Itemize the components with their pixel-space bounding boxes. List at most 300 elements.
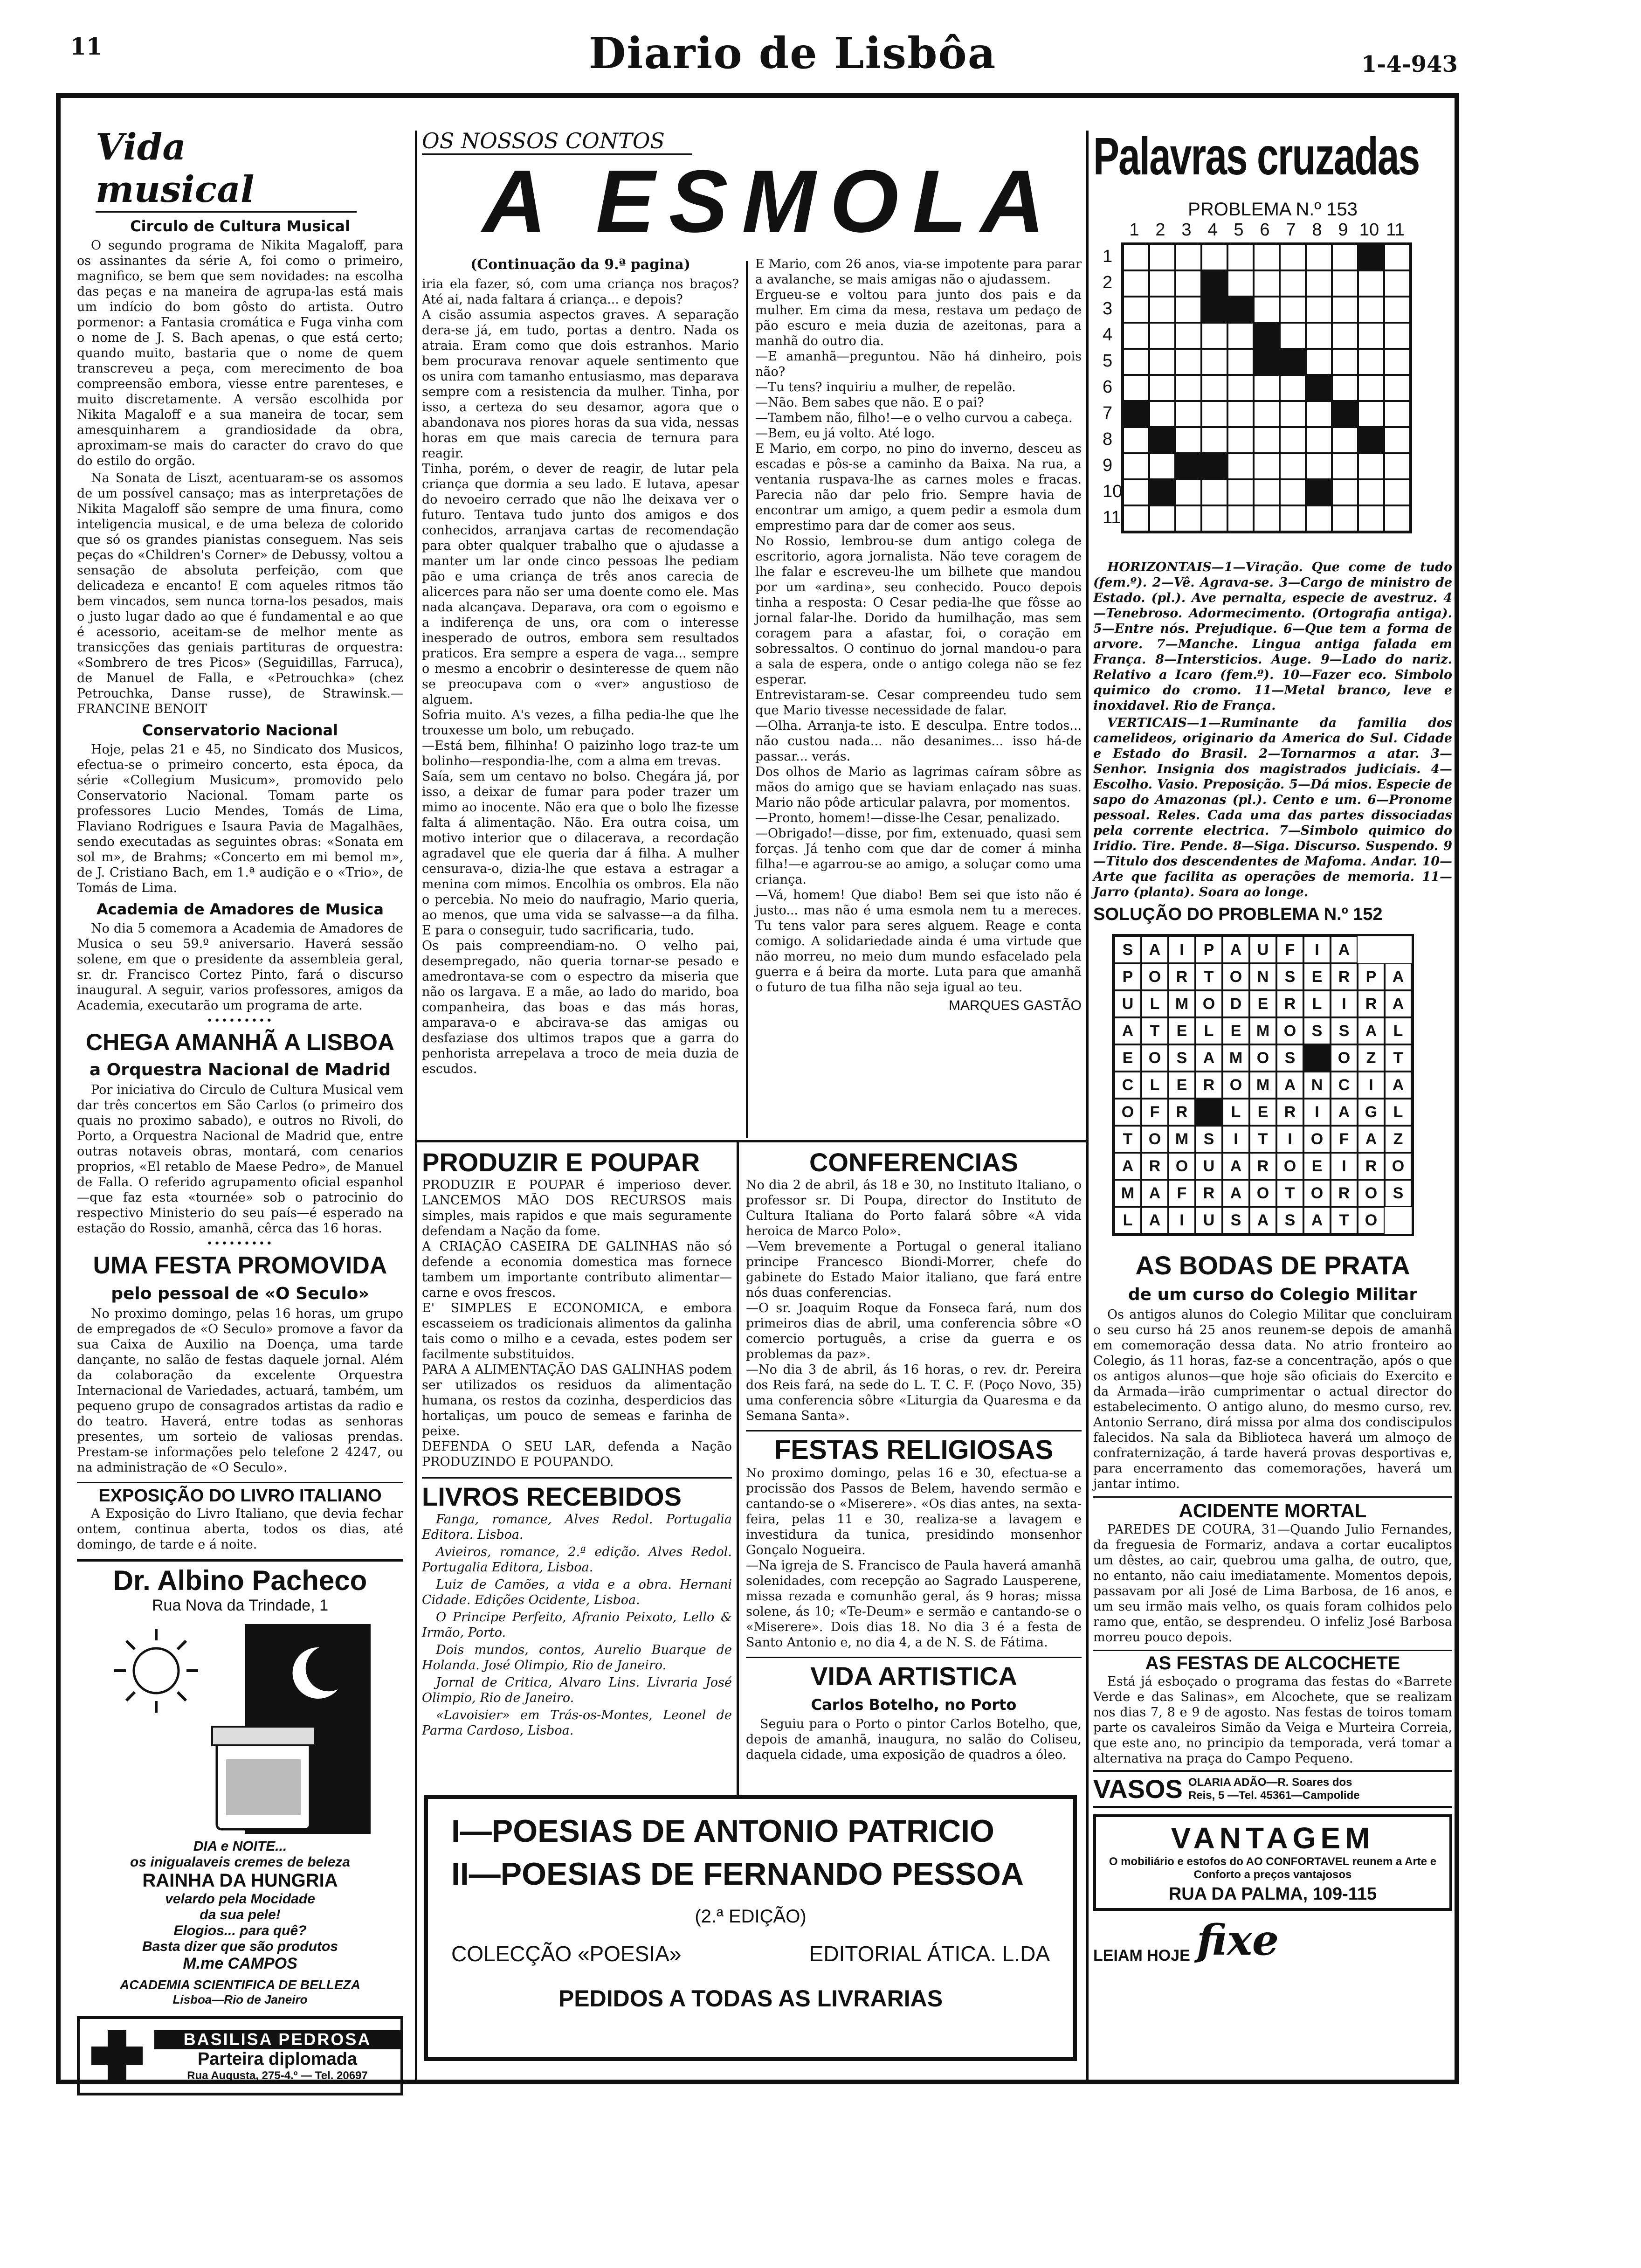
solution-cell: O — [1276, 1153, 1303, 1180]
column-rule — [415, 131, 417, 2080]
crossword-row-number: 9 — [1103, 456, 1113, 475]
crossword-cell — [1201, 244, 1227, 270]
solution-cell: T — [1276, 1180, 1303, 1207]
article-text: Os antigos alunos do Colegio Militar que concluiram o seu curso há 25 anos reunem-se depois de amanhã em comemoração dessa data. No atrio fronteiro ao Colegio, ás 11 horas, faz-se a concentração, após o que os antigos alunos—que hoje são oficiais do Exercito e da Armada—irão cumprimentar o actual director do estabelecimento. O antigo aluno, do mesmo curso, rev. Antonio Serrano, dirá missa por alma dos condiscipulos falecidos. Na sala da Biblioteca haverá um almoço de confraternização, á tarde haverá provas desportivas e, para encerramento das comemorações, haverá um jantar intimo. — [1093, 1307, 1452, 1491]
solution-cell: A — [1222, 1153, 1249, 1180]
solution-cell: R — [1276, 1099, 1303, 1126]
solution-cell: L — [1303, 990, 1331, 1017]
crossword-cell — [1201, 349, 1227, 375]
crossword-cell — [1201, 427, 1227, 453]
crossword-cell — [1254, 323, 1280, 349]
crossword-cell — [1306, 323, 1332, 349]
author-byline: MARQUES GASTÃO — [948, 998, 1082, 1013]
crossword-cell — [1227, 270, 1254, 297]
article-text: No proximo domingo, pelas 16 horas, um grupo de empregados de «O Seculo» promove a favor da sua Caixa de Auxilio na Doença, uma tarde dançante, no salão de festas daquele jornal. Além da colaboração da excelente Orquestra Internacional de Variedades, actuará, também, um pequeno grupo de consagrados artistas da radio e do teatro. Haverá, entre todas as senhoras presentes, um sorteio de valiosas prendas. Prestam-se informações pelo telefone 2 4247, ou na administração de «O Seculo». — [77, 1307, 403, 1475]
solution-cell: I — [1358, 1072, 1385, 1099]
crossword-cell — [1358, 427, 1384, 453]
solution-cell: S — [1276, 1207, 1303, 1234]
ad-name: BASILISA PEDROSA — [154, 2030, 400, 2049]
crossword-cell — [1149, 297, 1175, 323]
ad-text: COLECÇÃO «POESIA» — [451, 1942, 682, 1966]
crossword-cell — [1280, 297, 1306, 323]
vantagem-ad — [1093, 1814, 1452, 1911]
solution-cell: L — [1114, 1207, 1141, 1234]
solution-cell: D — [1222, 990, 1249, 1017]
crossword-cell — [1280, 375, 1306, 401]
poesias-ad — [424, 1795, 1077, 2061]
section-heading: Circulo de Cultura Musical — [130, 217, 350, 235]
ad-brand: VASOS — [1093, 1774, 1183, 1804]
crossword-cell — [1227, 479, 1254, 505]
solution-cell: S — [1331, 1017, 1358, 1044]
solution-cell: Z — [1358, 1044, 1385, 1072]
column-rule — [746, 261, 748, 1138]
crossword-cell — [1123, 401, 1149, 427]
divider: ••••••••• — [207, 1015, 274, 1027]
crossword-cell — [1280, 244, 1306, 270]
solution-cell: A — [1303, 1207, 1331, 1234]
crossword-cell — [1358, 401, 1384, 427]
crossword-cell — [1227, 375, 1254, 401]
subheadline: Carlos Botelho, no Porto — [811, 1696, 1017, 1714]
crossword-cell — [1332, 401, 1358, 427]
crossword-cell — [1306, 427, 1332, 453]
headline: VIDA ARTISTICA — [746, 1657, 1082, 1691]
solution-cell: A — [1141, 1207, 1168, 1234]
solution-cell: M — [1249, 1072, 1276, 1099]
crossword-column-numbers — [1121, 220, 1408, 240]
solution-cell: M — [1168, 1126, 1195, 1153]
article-text: Na Sonata de Liszt, acentuaram-se os assomos de um possível cansaço; mas as interpretações de Nikita Magaloff são sempre de uma finura, como inteligencia musical, e de uma beleza de colorido que só os grandes pianistas conseguem. Nas seis peças do «Children's Corner» de Debussy, voltou a sensação de absoluta perfeição, com que delicadeza e encanto! E com aqueles ritmos tão bem vincados, sem nunca torna-los pesados, mais o justo lugar dado ao que é fundamental e ao que é acessorio, aceitam-se de melhor mente as transicções das geniais partituras de orquestra: «Sombrero de tres Picos» (Seguidillas, Farruca), de Manuel de Falla, e «Petrouchka» (chez Petrouchka, Danse russe), de Strawinsk.—FRANCINE BENOIT — [77, 471, 403, 716]
crossword-cell — [1123, 297, 1149, 323]
solution-cell: L — [1222, 1099, 1249, 1126]
section-heading: Conservatorio Nacional — [142, 721, 338, 739]
crossword-cell — [1201, 505, 1227, 532]
solution-cell: I — [1303, 936, 1331, 963]
solution-cell: O — [1358, 1180, 1385, 1207]
solution-cell: T — [1114, 1126, 1141, 1153]
ad-text: (2.ª EDIÇÃO) — [695, 1906, 807, 1927]
solution-cell: R — [1249, 1153, 1276, 1180]
article-text: Seguiu para o Porto o pintor Carlos Botelho, que, depois de amanhã, inaugura, no salão do Coliseu, daquela cidade, uma exposição de quadros a óleo. — [746, 1717, 1082, 1762]
crossword-row-number: 2 — [1103, 273, 1113, 292]
solution-cell: S — [1222, 1207, 1249, 1234]
solution-cell: O — [1249, 1044, 1276, 1072]
solution-cell: T — [1385, 1044, 1412, 1072]
solution-cell: R — [1168, 963, 1195, 990]
solution-cell: E — [1303, 963, 1331, 990]
solution-cell: A — [1141, 1180, 1168, 1207]
solution-cell: M — [1114, 1180, 1141, 1207]
solution-cell: R — [1195, 1072, 1222, 1099]
crossword-cell — [1227, 297, 1254, 323]
solution-cell: S — [1195, 1126, 1222, 1153]
crossword-cell — [1280, 479, 1306, 505]
solution-cell: O — [1331, 1044, 1358, 1072]
solution-cell: I — [1168, 936, 1195, 963]
section-rule — [417, 1140, 1086, 1142]
crossword-cell — [1384, 453, 1410, 479]
crossword-row-number: 7 — [1103, 403, 1113, 423]
article-text: E Mario, com 26 anos, via-se impotente para parar a avalanche, se mais amigas não o ajudassem. Ergueu-se e voltou para junto dos pais e da mulher. Em cima da mesa, restava um pedaço de pão escuro e meia duzia de azeitonas, para a manhã do outro dia. —E amanhã—preguntou. Não há dinheiro, pois não? —Tu tens? inquiriu a mulher, de repelão. —Não. Bem sabes que não. E o pai? —Tambem não, filho!—e o velho curvou a cabeça. —Bem, eu já volto. Até logo. E Mario, em corpo, no pino do inverno, desceu as escadas e pôs-se a caminho da Baixa. Na rua, a ventania ruspava-lhe as carnes moles e fracas. Parecia não dar pelo frio. Sempre havia de encontrar um amigo, a quem pedir a esmola dum emprestimo para dar de comer aos seus. No Rossio, lembrou-se dum antigo colega de escritorio, agora jornalista. Não teve coragem de lhe falar e escreveu-lhe um bilhete que mandou por um «ardina», seu conhecido. Pouco depois tinha a resposta: O Cesar pedia-lhe que fôsse ao jornal falar-lhe. Dorido da humilhação, mas sem coragem para a afastar, foi, o coração em sobressaltos. O continuo do jornal mandou-o para a sala de espera, onde o antigo colega não se fez esperar. Entrevistaram-se. Cesar compreendeu tudo sem que Mario tivesse necessidade de falar. —Olha. Arranja-te isto. E desculpa. Entre todos... não custou nada... não desanimes... isso há-de passar... verás. Dos olhos de Mario as lagrimas caíram sôbre as mãos do amigo que se haviam enlaçado nas suas. Mario não pôde articular palavra, por momentos. —Pronto, homem!—disse-lhe Cesar, penalizado. —Obrigado!—disse, por fim, extenuado, quasi sem forças. Já tenho com que dar de comer á minha filha!—e agarrou-se ao amigo, a soluçar como uma criança. —Vá, homem! Que diabo! Bem sei que isto não é justo... mas não é uma esmola nem tu a mereces. Tu tens valor para seres alguem. Reage e conta comigo. A solidariedade ainda é uma virtude que não morreu, no meio dum mundo esfacelado pela guerra e á beira da morte. Luta para que amanhã o futuro de tua filha não seja igual ao teu. — [755, 257, 1082, 995]
solution-cell: O — [1303, 1126, 1331, 1153]
right-column — [1093, 126, 1452, 2075]
article-text: No dia 5 comemora a Academia de Amadores de Musica o seu 59.º aniversario. Haverá sessão solene, em que o presidente da assembleia geral, sr. dr. Francisco Cortez Pinto, fará o discurso inaugural. A seguir, varios professores, amigos da Academia, executarão um programa de arte. — [77, 921, 403, 1013]
solution-cell: S — [1385, 1180, 1412, 1207]
ad-illustration — [77, 1619, 403, 1839]
crossword-cell — [1384, 427, 1410, 453]
crossword-cell — [1123, 427, 1149, 453]
crossword-cell — [1254, 270, 1280, 297]
solution-cell: A — [1385, 1072, 1412, 1099]
headline: LIVROS RECEBIDOS — [422, 1477, 732, 1512]
solution-cell: A — [1276, 1072, 1303, 1099]
crossword-row-number: 4 — [1103, 325, 1113, 345]
crossword-cell — [1332, 505, 1358, 532]
solution-cell: A — [1331, 1099, 1358, 1126]
headline: CHEGA AMANHÃ A LISBOA — [85, 1029, 394, 1055]
crossword-cell — [1149, 270, 1175, 297]
solution-cell: T — [1249, 1126, 1276, 1153]
divider: ••••••••• — [207, 1238, 274, 1250]
crossword-cell — [1280, 401, 1306, 427]
crossword-cell — [1123, 479, 1149, 505]
ad-text: LEIAM HOJE — [1093, 1947, 1190, 1964]
crossword-row-numbers — [1103, 243, 1122, 531]
crossword-col-number: 3 — [1181, 220, 1192, 240]
crossword-col-number: 7 — [1286, 220, 1296, 240]
solution-cell: I — [1331, 990, 1358, 1017]
crossword-cell — [1227, 453, 1254, 479]
leiam-ad — [1093, 1915, 1452, 1965]
solution-cell: P — [1358, 963, 1385, 990]
crossword-cell — [1306, 244, 1332, 270]
solution-cell: A — [1195, 1044, 1222, 1072]
crossword-col-number: 10 — [1359, 220, 1379, 240]
crossword-cell — [1332, 323, 1358, 349]
crossword-cell — [1201, 323, 1227, 349]
ad-text: DIA e NOITE... — [193, 1839, 287, 1854]
crossword-cell — [1358, 244, 1384, 270]
solution-cell: A — [1331, 936, 1358, 963]
solution-cell: E — [1303, 1153, 1331, 1180]
crossword-cell — [1175, 453, 1201, 479]
crossword-cell — [1280, 270, 1306, 297]
crossword-cell — [1175, 270, 1201, 297]
ad-text: M.me CAMPOS — [183, 1955, 297, 1972]
crossword-cell — [1358, 349, 1384, 375]
vida-musical-title: Vida musical — [96, 126, 357, 213]
solution-cell: C — [1331, 1072, 1358, 1099]
crossword-cell — [1332, 349, 1358, 375]
solution-cell: A — [1222, 936, 1249, 963]
ad-text: Parteira diplomada — [197, 2049, 358, 2069]
solution-cell: O — [1141, 1126, 1168, 1153]
crossword-cell — [1201, 479, 1227, 505]
book-item: Jornal de Critica, Alvaro Lins. Livraria José Olimpio, Rio de Janeiro. — [422, 1675, 732, 1705]
basilisa-ad — [77, 2016, 403, 2095]
middle-lower-left — [422, 1147, 732, 1795]
crossword-cell — [1149, 427, 1175, 453]
solution-cell: M — [1249, 1017, 1276, 1044]
solution-cell: L — [1195, 1017, 1222, 1044]
crossword-col-number: 5 — [1234, 220, 1244, 240]
clues-horizontal: HORIZONTAIS—1—Viração. Que come de tudo (fem.º). 2—Vê. Agrava-se. 3—Cargo de ministro de Estado. (pl.). Ave pernalta, especie de avestruz. 4—Tenebroso. Adormecimento. (Ortografia antiga). 5—Entre nós. Prejudique. 6—Que tem a forma de arvore. 7—Manche. Lingua antiga falada em França. 8—Intersticios. Auge. 9—Lado do nariz. Relativo a Icaro (fem.º). 10—Fazer eco. Simbolo quimico do cromo. 11—Metal branco, leve e inoxidavel. Rio de França. — [1093, 560, 1452, 713]
crossword-cell — [1306, 505, 1332, 532]
crossword-grid — [1121, 242, 1412, 533]
conto-kicker: OS NOSSOS CONTOS — [422, 128, 692, 155]
solution-cell: O — [1303, 1180, 1331, 1207]
solution-cell: O — [1141, 963, 1168, 990]
solution-cell: R — [1358, 990, 1385, 1017]
crossword-cell — [1306, 479, 1332, 505]
sun-moon-jar-illustration — [77, 1619, 394, 1839]
crossword-cell — [1280, 453, 1306, 479]
crossword-title: Palavras cruzadas — [1093, 126, 1420, 186]
solution-cell: Z — [1385, 1126, 1412, 1153]
crossword-cell — [1358, 453, 1384, 479]
solution-cell: A — [1222, 1180, 1249, 1207]
solution-cell: U — [1114, 990, 1141, 1017]
crossword-cell — [1123, 505, 1149, 532]
solution-title: SOLUÇÃO DO PROBLEMA N.º 152 — [1093, 905, 1383, 924]
crossword-cell — [1254, 244, 1280, 270]
solution-cell: A — [1141, 936, 1168, 963]
crossword-col-number: 8 — [1312, 220, 1322, 240]
solution-cell — [1385, 1207, 1412, 1234]
solution-cell: I — [1276, 1126, 1303, 1153]
crossword-cell — [1384, 479, 1410, 505]
ad-text: EDITORIAL ÁTICA. L.DA — [809, 1942, 1050, 1966]
solution-cell: O — [1358, 1207, 1385, 1234]
book-item: Dois mundos, contos, Aurelio Buarque de Holanda. José Olimpio, Rio de Janeiro. — [422, 1643, 732, 1673]
subheadline: a Orquestra Nacional de Madrid — [89, 1060, 391, 1079]
book-item: Avieiros, romance, 2.ª edição. Alves Redol. Portugalia Editora, Lisboa. — [422, 1545, 732, 1575]
ad-text: ACADEMIA SCIENTIFICA DE BELLEZA — [120, 1978, 360, 1992]
crossword-cell — [1384, 375, 1410, 401]
crossword-cell — [1384, 505, 1410, 532]
crossword-cell — [1280, 427, 1306, 453]
crossword-cell — [1332, 244, 1358, 270]
crossword-cell — [1201, 375, 1227, 401]
crossword-cell — [1149, 505, 1175, 532]
article-text: No proximo domingo, pelas 16 e 30, efectua-se a procissão dos Passos de Belem, havendo sermão e cantando-se o «Miserere». «Os dias antes, na sexta-feira, pelas 11 e 30, realiza-se a lavagem e investidura da tunica, presidindo monsenhor Gonçalo Nogueira. —Na igreja de S. Francisco de Paula haverá amanhã solenidades, com recepção ao Sagrado Lausperene, missa rezada e comunhão geral, ás 9 horas; missa solene, ás 10; «Te-Deum» e sermão e cantando-se o «Miserere». Dois dias 18. No dia 3 é a festa de Santo Antonio e, no dia 4, a de N. S. de Fátima. — [746, 1466, 1082, 1650]
solution-cell: C — [1114, 1072, 1141, 1099]
article-text: No dia 2 de abril, ás 18 e 30, no Instituto Italiano, o professor sr. Di Poupa, director do Instituto de Cultura Italiana do Porto falará sôbre «A vida heroica de Marco Polo». —Vem brevemente a Portugal o general italiano principe Francesco Biondi-Morrer, chefe do gabinete do Estado Maior italiano, que fará entre nós duas conferencias. —O sr. Joaquim Roque da Fonseca fará, num dos primeiros dias de abril, uma conferencia sôbre «O comercio português, a crise da guerra e os problemas da paz». —No dia 3 de abril, ás 16 horas, o rev. dr. Pereira dos Reis fará, na sede do L. T. C. F. (Poço Novo, 35) uma conferencia sôbre «Liturgia da Quaresma e da Semana Santa». — [746, 1178, 1082, 1423]
headline: PRODUZIR E POUPAR — [422, 1148, 700, 1177]
solution-cell: R — [1276, 990, 1303, 1017]
crossword-row-number: 3 — [1103, 299, 1113, 318]
column-rule — [1086, 131, 1089, 2080]
crossword-cell — [1306, 297, 1332, 323]
vasos-ad — [1093, 1770, 1452, 1808]
book-item: «Lavoisier» em Trás-os-Montes, Leonel de Parma Cardoso, Lisboa. — [422, 1708, 732, 1738]
solution-cell: N — [1303, 1072, 1331, 1099]
ad-text: velardo pela Mocidade — [165, 1891, 315, 1907]
crossword-cell — [1332, 453, 1358, 479]
article-text: PAREDES DE COURA, 31—Quando Julio Fernandes, da freguesia de Formariz, andava a cortar eucaliptos um dêstes, ao cair, quebrou uma galha, de outro, que, no entanto, não caiu imediatamente. Momentos depois, passavam por ali José de Lima Barbosa, de 16 anos, e um seu irmão mais velho, os quais foram colhidos pelo ramo que, então, se desprendeu. O infeliz José Barbosa morreu pouco depois. — [1093, 1522, 1452, 1645]
headline: AS BODAS DE PRATA — [1135, 1251, 1410, 1280]
ad-brand: VANTAGEM — [1171, 1821, 1375, 1855]
solution-cell: I — [1331, 1153, 1358, 1180]
solution-cell: R — [1358, 1153, 1385, 1180]
solution-cell: R — [1331, 963, 1358, 990]
crossword-cell — [1175, 401, 1201, 427]
middle-lower-right — [746, 1147, 1082, 1795]
solution-cell: I — [1168, 1207, 1195, 1234]
solution-cell: T — [1195, 963, 1222, 990]
book-item: Fanga, romance, Alves Redol. Portugalia Editora. Lisboa. — [422, 1512, 732, 1542]
crossword-cell — [1175, 375, 1201, 401]
article-text: iria ela fazer, só, com uma criança nos braços? Até ai, nada faltara á criança... e depois? A cisão assumia aspectos graves. A separação dera-se já, em tudo, portas a dentro. Nada os atraia. Eram como que dois estranhos. Mario bem procurava renovar aquele sentimento que os unira com tamanho entusiasmo, mas deparava sempre com a resistencia da mulher. Tinha, por isso, a certeza do seu desamor, agora que o abandonava nos piores horas da sua vida, nessas horas em que mais carecia de ternura para reagir. Tinha, porém, o dever de reagir, de lutar pela criança que dormia a seu lado. E lutava, apesar do nevoeiro cerrado que não lhe deixava ver o futuro. Tentava tudo junto dos amigos e dos conhecidos, arranjava cartas de recomendação para obter qualquer trabalho que o ajudasse a manter um lar onde cinco pessoas lhe pediam pão e uma criança de três anos carecia de alicerces para não ser uma doente como ele. Mas nada alcançava. Deparava, ora com o egoismo e a indiferença de uns, ora com o interesse inesperado de outros, embora sem resultados praticos. Era sempre a espera de vaga... sempre o mesmo a encobrir o desinteresse de quem não se preocupava com o «ver» angustioso de alguem. Sofria muito. A's vezes, a filha pedia-lhe que lhe trouxesse um bolo, um rebuçado. —Está bem, filhinha! O paizinho logo traz-te um bolinho—respondia-lhe, com a alma em trevas. Saía, sem um centavo no bolso. Chegára já, por isso, a deixar de fumar para poder trazer um mimo ao inocente. Não era que o bolo lhe fizesse falta á alimentação. Não. Era outra coisa, um motivo interior que o dilacerava, a recordação agradavel que ele queria dar á filha. A mulher censurava-o, dizia-lhe que estava a estragar a menina com mimos. Encolhia os ombros. Ela não o percebia. No meio do naufragio, Mario queria, ao menos, que uma vida se salvasse—a da filha. E para o conseguir, tudo sacrificaria, tudo. Os pais compreendiam-no. O velho pai, desempregado, não queria tornar-se pesado e amedrontava-se com o espectro da miseria que não os largava. E a mãe, ao lado do marido, boa companheira, das boas e das más horas, amparava-o e abcirava-se das amigas ou desfaziase dos ultimos trapos que a garra do penhorista arrepelava a troco de meia duzia de escudos. — [422, 277, 739, 1076]
solution-cell: E — [1222, 1017, 1249, 1044]
crossword-cell — [1149, 244, 1175, 270]
crossword-cell — [1149, 401, 1175, 427]
solution-cell: U — [1249, 936, 1276, 963]
headline: FESTAS RELIGIOSAS — [746, 1430, 1082, 1466]
solution-cell: U — [1195, 1153, 1222, 1180]
crossword-cell — [1201, 401, 1227, 427]
conto-column-a — [422, 256, 739, 1138]
article-text: Está já esboçado o programa das festas do «Barrete Verde e das Salinas», em Alcochete, que se realizam nos dias 7, 8 e 9 de agosto. Nas festas de toiros tomam parte os cavaleiros Simão da Veiga e Murteira Correia, que este ano, no principio da temporada, verá tomar a alternativa na praça do Campo Pequeno. — [1093, 1674, 1452, 1766]
crossword-cell — [1306, 375, 1332, 401]
solution-cell — [1195, 1099, 1222, 1126]
crossword-cell — [1332, 297, 1358, 323]
solution-cell — [1303, 1044, 1331, 1072]
crossword-cell — [1384, 297, 1410, 323]
solution-cell: O — [1249, 1180, 1276, 1207]
clues-vertical: VERTICAIS—1—Ruminante da familia dos camelideos, originario da America do Sul. Cidade e Estado do Brasil. 2—Tornarmos a atar. 3—Senhor. Insignia dos magistrados judiciais. 4—Escolho. Vasio. Preposição. 5—Dá mios. Especie de sapo do Amazonas (pl.). Cento e um. 6—Pronome pessoal. Reles. Cada uma das partes dissociadas pela corrente electrica. 7—Simbolo quimico do Iridio. Tire. Pende. 8—Siga. Discurso. Suspendo. 9—Titulo dos descendentes de Mafoma. Andar. 10—Arte que facilita as operações de memoria. 11—Jarro (planta). Soara ao longe. — [1093, 716, 1452, 899]
solution-cell: A — [1114, 1017, 1141, 1044]
crossword-row-number: 11 — [1103, 508, 1121, 527]
crossword-cell — [1175, 323, 1201, 349]
section-heading: Academia de Amadores de Musica — [97, 900, 384, 918]
solution-cell: S — [1276, 1044, 1303, 1072]
conto-column-b — [755, 256, 1082, 1138]
solution-cell: E — [1114, 1044, 1141, 1072]
sun-icon — [114, 1629, 198, 1713]
ad-brand: RAINHA DA HUNGRIA — [142, 1870, 338, 1891]
crossword-cell — [1149, 479, 1175, 505]
solution-cell: F — [1141, 1099, 1168, 1126]
crossword-cell — [1358, 323, 1384, 349]
headline: AS FESTAS DE ALCOCHETE — [1093, 1650, 1452, 1674]
crossword-cell — [1332, 479, 1358, 505]
crossword-cell — [1201, 297, 1227, 323]
solution-cell: P — [1195, 936, 1222, 963]
solution-cell: M — [1222, 1044, 1249, 1072]
solution-cell: E — [1249, 1099, 1276, 1126]
solution-cell: M — [1168, 990, 1195, 1017]
solution-cell — [1385, 936, 1412, 963]
solution-cell: P — [1114, 963, 1141, 990]
solution-cell: R — [1195, 1180, 1222, 1207]
crossword-cell — [1384, 349, 1410, 375]
solution-cell: E — [1249, 990, 1276, 1017]
article-text: Por iniciativa do Circulo de Cultura Musical vem dar três concertos em São Carlos (o primeiro dos quais no proximo sabado), e outros no Rivoli, do Porto, a Orquestra Nacional de Madrid que, entre outras notaveis obras, montará, com cenarios proprios, «El retablo de Maese Pedro», de Manuel de Falla. O referido agrupamento oficial espanhol—que faz esta «tournée» sob o patrocinio do respectivo Ministerio do seu país—é esperado na estação do Rossio, amanhã, cêrca das 16 horas. — [77, 1083, 403, 1236]
crossword-cell — [1254, 479, 1280, 505]
solution-cell: T — [1141, 1017, 1168, 1044]
crossword-row-number: 8 — [1103, 429, 1113, 449]
crossword-row-number: 1 — [1103, 247, 1113, 266]
crossword-cell — [1175, 505, 1201, 532]
crossword-row-number: 10 — [1103, 482, 1123, 501]
ad-headline: II—POESIAS DE FERNANDO PESSOA — [451, 1856, 1024, 1892]
crossword-row-number: 5 — [1103, 351, 1113, 371]
crossword-cell — [1358, 270, 1384, 297]
crossword-cell — [1227, 244, 1254, 270]
headline: UMA FESTA PROMOVIDA — [93, 1252, 387, 1279]
crossword-col-number: 2 — [1155, 220, 1165, 240]
solution-cell: L — [1141, 990, 1168, 1017]
solution-cell: O — [1222, 963, 1249, 990]
crossword-cell — [1201, 270, 1227, 297]
headline: CONFERENCIAS — [809, 1148, 1019, 1177]
solution-cell: R — [1168, 1099, 1195, 1126]
crossword-col-number: 11 — [1386, 220, 1405, 240]
solution-cell: A — [1385, 963, 1412, 990]
crossword-cell — [1227, 401, 1254, 427]
crossword-cell — [1306, 270, 1332, 297]
solution-cell: O — [1385, 1153, 1412, 1180]
red-cross-icon — [89, 2028, 145, 2084]
crossword-cell — [1254, 453, 1280, 479]
masthead: Diario de Lisbôa — [588, 28, 997, 78]
solution-cell: R — [1331, 1180, 1358, 1207]
solution-cell: L — [1385, 1099, 1412, 1126]
crossword-cell — [1254, 401, 1280, 427]
conto-header — [422, 128, 1082, 268]
crossword-cell — [1149, 323, 1175, 349]
solution-cell: A — [1358, 1017, 1385, 1044]
crossword-cell — [1123, 270, 1149, 297]
crossword-cell — [1384, 401, 1410, 427]
crossword-cell — [1280, 323, 1306, 349]
article-text: Hoje, pelas 21 e 45, no Sindicato dos Musicos, efectua-se o primeiro concerto, esta época, da série «Collegium Musicum», promovido pelo Conservatorio Nacional. Tomam parte os professores Lucio Mendes, Tomás de Lima, Flaviano Rodrigues e Isaura Pavia de Magalhães, sendo executadas as seguintes obras: «Sonata em sol m», de Brahms; «Concerto em mi bemol m», de J. Cristiano Bach, em 1.ª audição e o «Trio», de Tomás de Lima. — [77, 742, 403, 895]
crossword-cell — [1175, 297, 1201, 323]
continuation-note: (Continuação da 9.ª pagina) — [470, 256, 690, 273]
crossword-cell — [1123, 453, 1149, 479]
crossword-cell — [1332, 375, 1358, 401]
crossword-cell — [1149, 375, 1175, 401]
crossword-cell — [1227, 349, 1254, 375]
headline: ACIDENTE MORTAL — [1093, 1496, 1452, 1522]
ad-text: da sua pele! — [200, 1907, 281, 1922]
page-number: 11 — [70, 33, 103, 60]
crossword-cell — [1306, 401, 1332, 427]
crossword-cell — [1280, 505, 1306, 532]
crossword-cell — [1358, 505, 1384, 532]
solution-cell: O — [1168, 1153, 1195, 1180]
cream-jar-icon — [212, 1727, 315, 1829]
crossword-cell — [1384, 244, 1410, 270]
solution-cell: L — [1385, 1017, 1412, 1044]
crossword-cell — [1254, 349, 1280, 375]
crossword-cell — [1254, 505, 1280, 532]
subheadline: pelo pessoal de «O Seculo» — [111, 1284, 369, 1303]
crossword-cell — [1175, 479, 1201, 505]
crossword-cell — [1227, 323, 1254, 349]
crossword-cell — [1384, 270, 1410, 297]
ad-text: Reis, 5 —Tel. 45361—Campolide — [1188, 1789, 1360, 1802]
crossword-cell — [1306, 453, 1332, 479]
solution-cell: U — [1195, 1207, 1222, 1234]
subheadline: de um curso do Colegio Militar — [1128, 1285, 1418, 1304]
solution-cell: A — [1385, 990, 1412, 1017]
crossword-cell — [1254, 297, 1280, 323]
ad-text: Basta dizer que são produtos — [142, 1939, 338, 1954]
solution-cell: O — [1141, 1044, 1168, 1072]
